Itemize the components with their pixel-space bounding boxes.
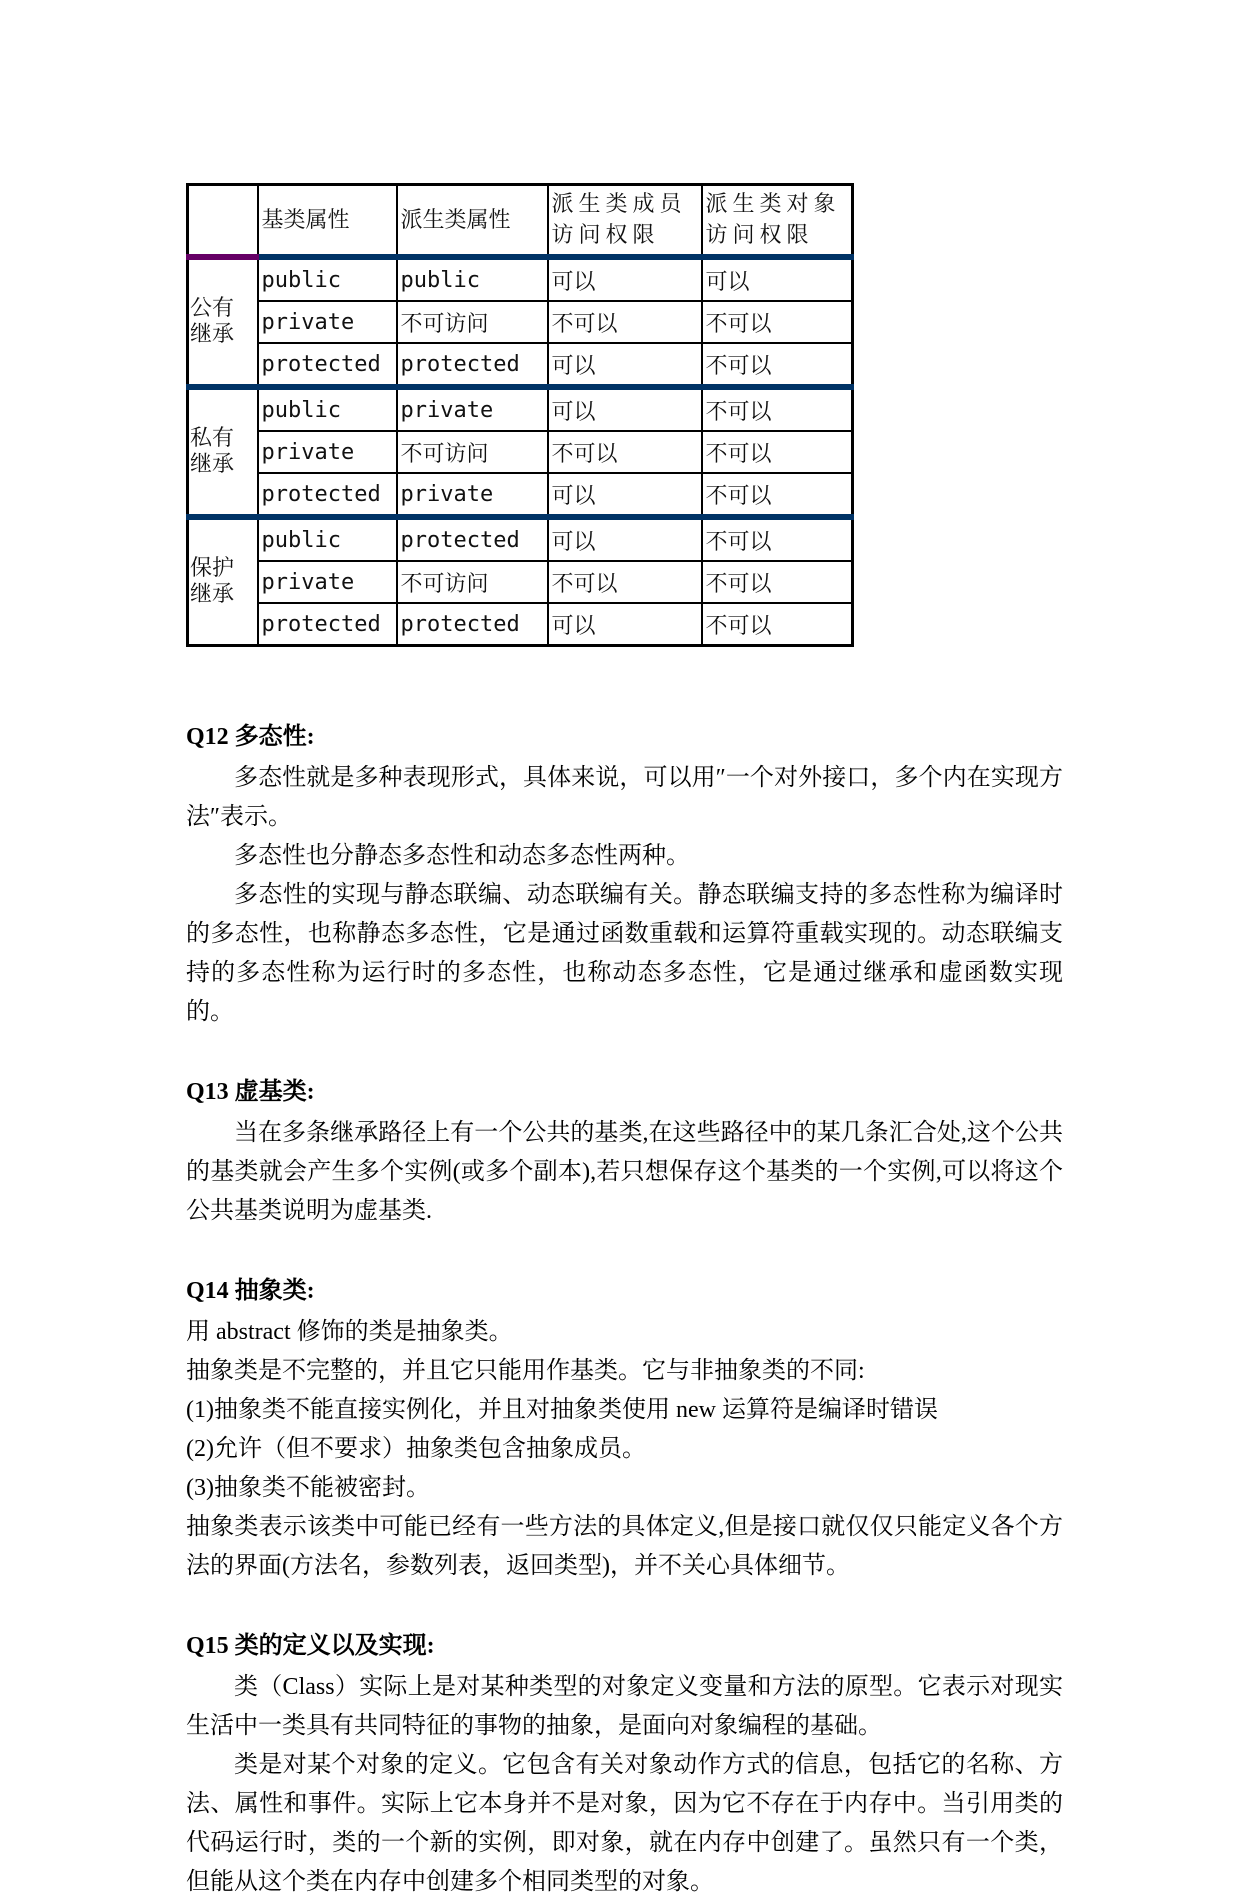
table-cell: protected [258,343,397,387]
table-cell: 不可以 [702,301,853,343]
table-cell: 不可访问 [397,301,548,343]
paragraph: 类是对某个对象的定义。它包含有关对象动作方式的信息，包括它的名称、方法、属性和事件。实际上它本身并不是对象，因为它不存在于内存中。当引用类的代码运行时，类的一个新的实例，即对象，就在内存中创建了。虽然只有一个类，但能从这个类在内存中创建多个相同类型的对象。 [186,1752,1063,1895]
group-label-protected-inheritance: 保护继承 [188,517,258,646]
paragraph: 用 abstract 修饰的类是抽象类。 [186,1319,513,1345]
table-cell: 可以 [548,517,702,561]
paragraph: (1)抽象类不能直接实例化，并且对抽象类使用 new 运算符是编译时错误 [186,1397,938,1423]
table-row [188,517,853,561]
table-header-empty [188,185,258,258]
table-cell: 可以 [548,473,702,517]
table-cell: 不可以 [702,517,853,561]
paragraph: 抽象类是不完整的，并且它只能用作基类。它与非抽象类的不同: [186,1358,865,1384]
table-cell: protected [397,517,548,561]
table-header-object-access: 派生类对象访问权限 [702,185,853,258]
table-cell: public [258,387,397,431]
table-cell: 可以 [702,257,853,301]
table-row [188,257,853,301]
table-cell: 不可访问 [397,561,548,603]
table-row [188,431,853,473]
inheritance-access-table [186,183,854,647]
paragraph: 多态性也分静态多态性和动态多态性两种。 [234,843,690,869]
table-cell: 不可访问 [397,431,548,473]
table-cell: 不可以 [702,473,853,517]
table-row [188,603,853,646]
table-cell: protected [397,603,548,646]
table-header-member-access: 派生类成员访问权限 [548,185,702,258]
table-cell: public [397,257,548,301]
section-heading: Q15 类的定义以及实现: [186,1633,435,1659]
table-row [188,561,853,603]
table-cell: public [258,257,397,301]
table-cell: 可以 [548,257,702,301]
table-cell: private [258,301,397,343]
table-row [188,473,853,517]
section-heading: Q14 抽象类: [186,1278,315,1304]
group-label-private-inheritance: 私有继承 [188,387,258,517]
table-cell: 不可以 [702,387,853,431]
section-heading: Q13 虚基类: [186,1079,315,1105]
section-heading: Q12 多态性: [186,724,315,750]
table-cell: 不可以 [702,343,853,387]
table-header-derived-attr: 派生类属性 [397,185,548,258]
paragraph: 类（Class）实际上是对某种类型的对象定义变量和方法的原型。它表示对现实生活中一类具有共同特征的事物的抽象，是面向对象编程的基础。 [186,1674,1063,1739]
section-q15-class-definition [186,1630,1063,1902]
table-cell: 可以 [548,603,702,646]
table-cell: 不可以 [702,431,853,473]
table-header-row [188,185,853,258]
table-cell: private [258,561,397,603]
table-row [188,301,853,343]
table-cell: protected [258,603,397,646]
table-cell: 不可以 [548,301,702,343]
group-label-public-inheritance: 公有继承 [188,257,258,387]
table-cell: private [397,387,548,431]
table-cell: private [258,431,397,473]
table-row [188,343,853,387]
table-cell: protected [258,473,397,517]
section-q14-abstract-class [186,1275,1063,1586]
table-cell: 不可以 [702,561,853,603]
paragraph: 抽象类表示该类中可能已经有一些方法的具体定义,但是接口就仅仅只能定义各个方法的界面(方法名，参数列表，返回类型)，并不关心具体细节。 [186,1514,1063,1579]
table-row [188,387,853,431]
table-header-base-attr: 基类属性 [258,185,397,258]
paragraph: 多态性就是多种表现形式，具体来说，可以用″一个对外接口，多个内在实现方法″表示。 [186,765,1063,830]
table-cell: 不可以 [548,431,702,473]
paragraph: 多态性的实现与静态联编、动态联编有关。静态联编支持的多态性称为编译时的多态性，也称静态多态性，它是通过函数重载和运算符重载实现的。动态联编支持的多态性称为运行时的多态性，也称动态多态性，它是通过继承和虚函数实现的。 [186,882,1063,1025]
section-q12-polymorphism [186,721,1063,1032]
section-q13-virtual-base-class [186,1076,1063,1231]
table-cell: 不可以 [702,603,853,646]
table-cell: protected [397,343,548,387]
table-cell: 可以 [548,343,702,387]
paragraph: (3)抽象类不能被密封。 [186,1475,430,1501]
table-cell: 可以 [548,387,702,431]
paragraph: 当在多条继承路径上有一个公共的基类,在这些路径中的某几条汇合处,这个公共的基类就会产生多个实例(或多个副本),若只想保存这个基类的一个实例,可以将这个公共基类说明为虚基类. [186,1120,1063,1224]
table-cell: public [258,517,397,561]
table-cell: 不可以 [548,561,702,603]
paragraph: (2)允许（但不要求）抽象类包含抽象成员。 [186,1436,646,1462]
table-cell: private [397,473,548,517]
